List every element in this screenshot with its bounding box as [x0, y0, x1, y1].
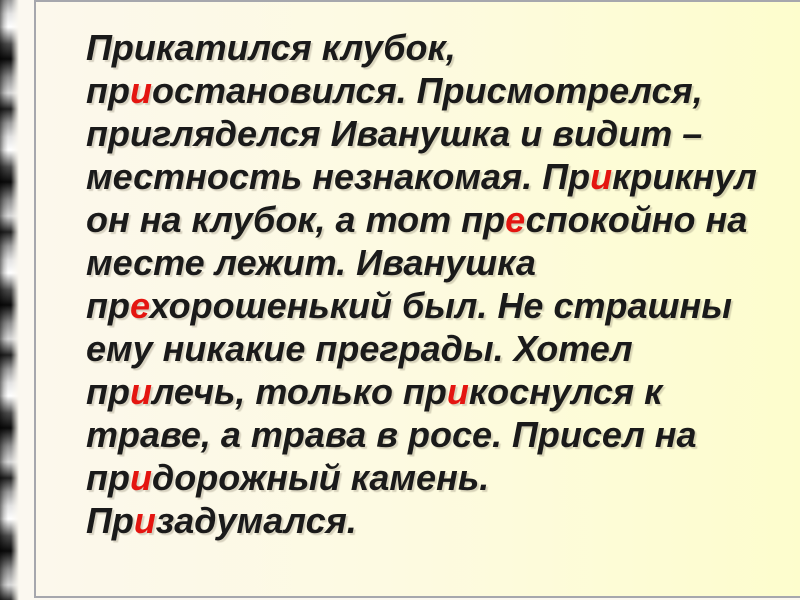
text-line: [86, 370, 757, 413]
text-line: [86, 26, 757, 69]
page-edge-texture: [0, 0, 21, 600]
text-segment: пр: [86, 285, 130, 326]
text-segment: Прикатился клубок,: [86, 27, 456, 68]
text-segment: крикнул: [612, 156, 757, 197]
text-segment: он на клубок, а тот пр: [86, 199, 506, 240]
highlighted-letter: и: [133, 500, 156, 541]
text-segment: спокойно на: [525, 199, 748, 240]
text-line: [86, 112, 757, 155]
text-line: [86, 155, 757, 198]
text-segment: коснулся к: [468, 371, 663, 412]
text-segment: пр: [86, 457, 130, 498]
highlighted-letter: и: [129, 457, 152, 498]
text-segment: дорожный камень.: [151, 457, 490, 498]
text-line: [86, 284, 757, 327]
text-line: [86, 69, 757, 112]
text-segment: хорошенький был. Не страшны: [149, 285, 732, 326]
text-segment: местность незнакомая. Пр: [86, 156, 591, 197]
text-line: [86, 241, 757, 284]
text-line: [86, 327, 757, 370]
text-segment: траве, а трава в росе. Присел на: [86, 414, 697, 455]
text-segment: лечь, только пр: [151, 371, 447, 412]
text-segment: задумался.: [155, 500, 357, 541]
text-segment: остановился. Присмотрелся,: [151, 70, 703, 111]
text-segment: пр: [86, 371, 130, 412]
highlighted-letter: и: [446, 371, 469, 412]
highlighted-letter: и: [129, 371, 152, 412]
highlighted-letter: е: [505, 199, 526, 240]
text-line: [86, 198, 757, 241]
text-line: [86, 413, 757, 456]
text-line: [86, 456, 757, 499]
text-segment: ему никакие преграды. Хотел: [86, 328, 633, 369]
story-paragraph: [86, 26, 757, 542]
text-segment: пригляделся Иванушка и видит –: [86, 113, 703, 154]
highlighted-letter: е: [129, 285, 150, 326]
slide-content-area: [34, 0, 800, 598]
text-segment: месте лежит. Иванушка: [86, 242, 536, 283]
text-segment: Пр: [86, 500, 134, 541]
highlighted-letter: и: [590, 156, 613, 197]
highlighted-letter: и: [129, 70, 152, 111]
text-segment: пр: [86, 70, 130, 111]
text-line: [86, 499, 757, 542]
